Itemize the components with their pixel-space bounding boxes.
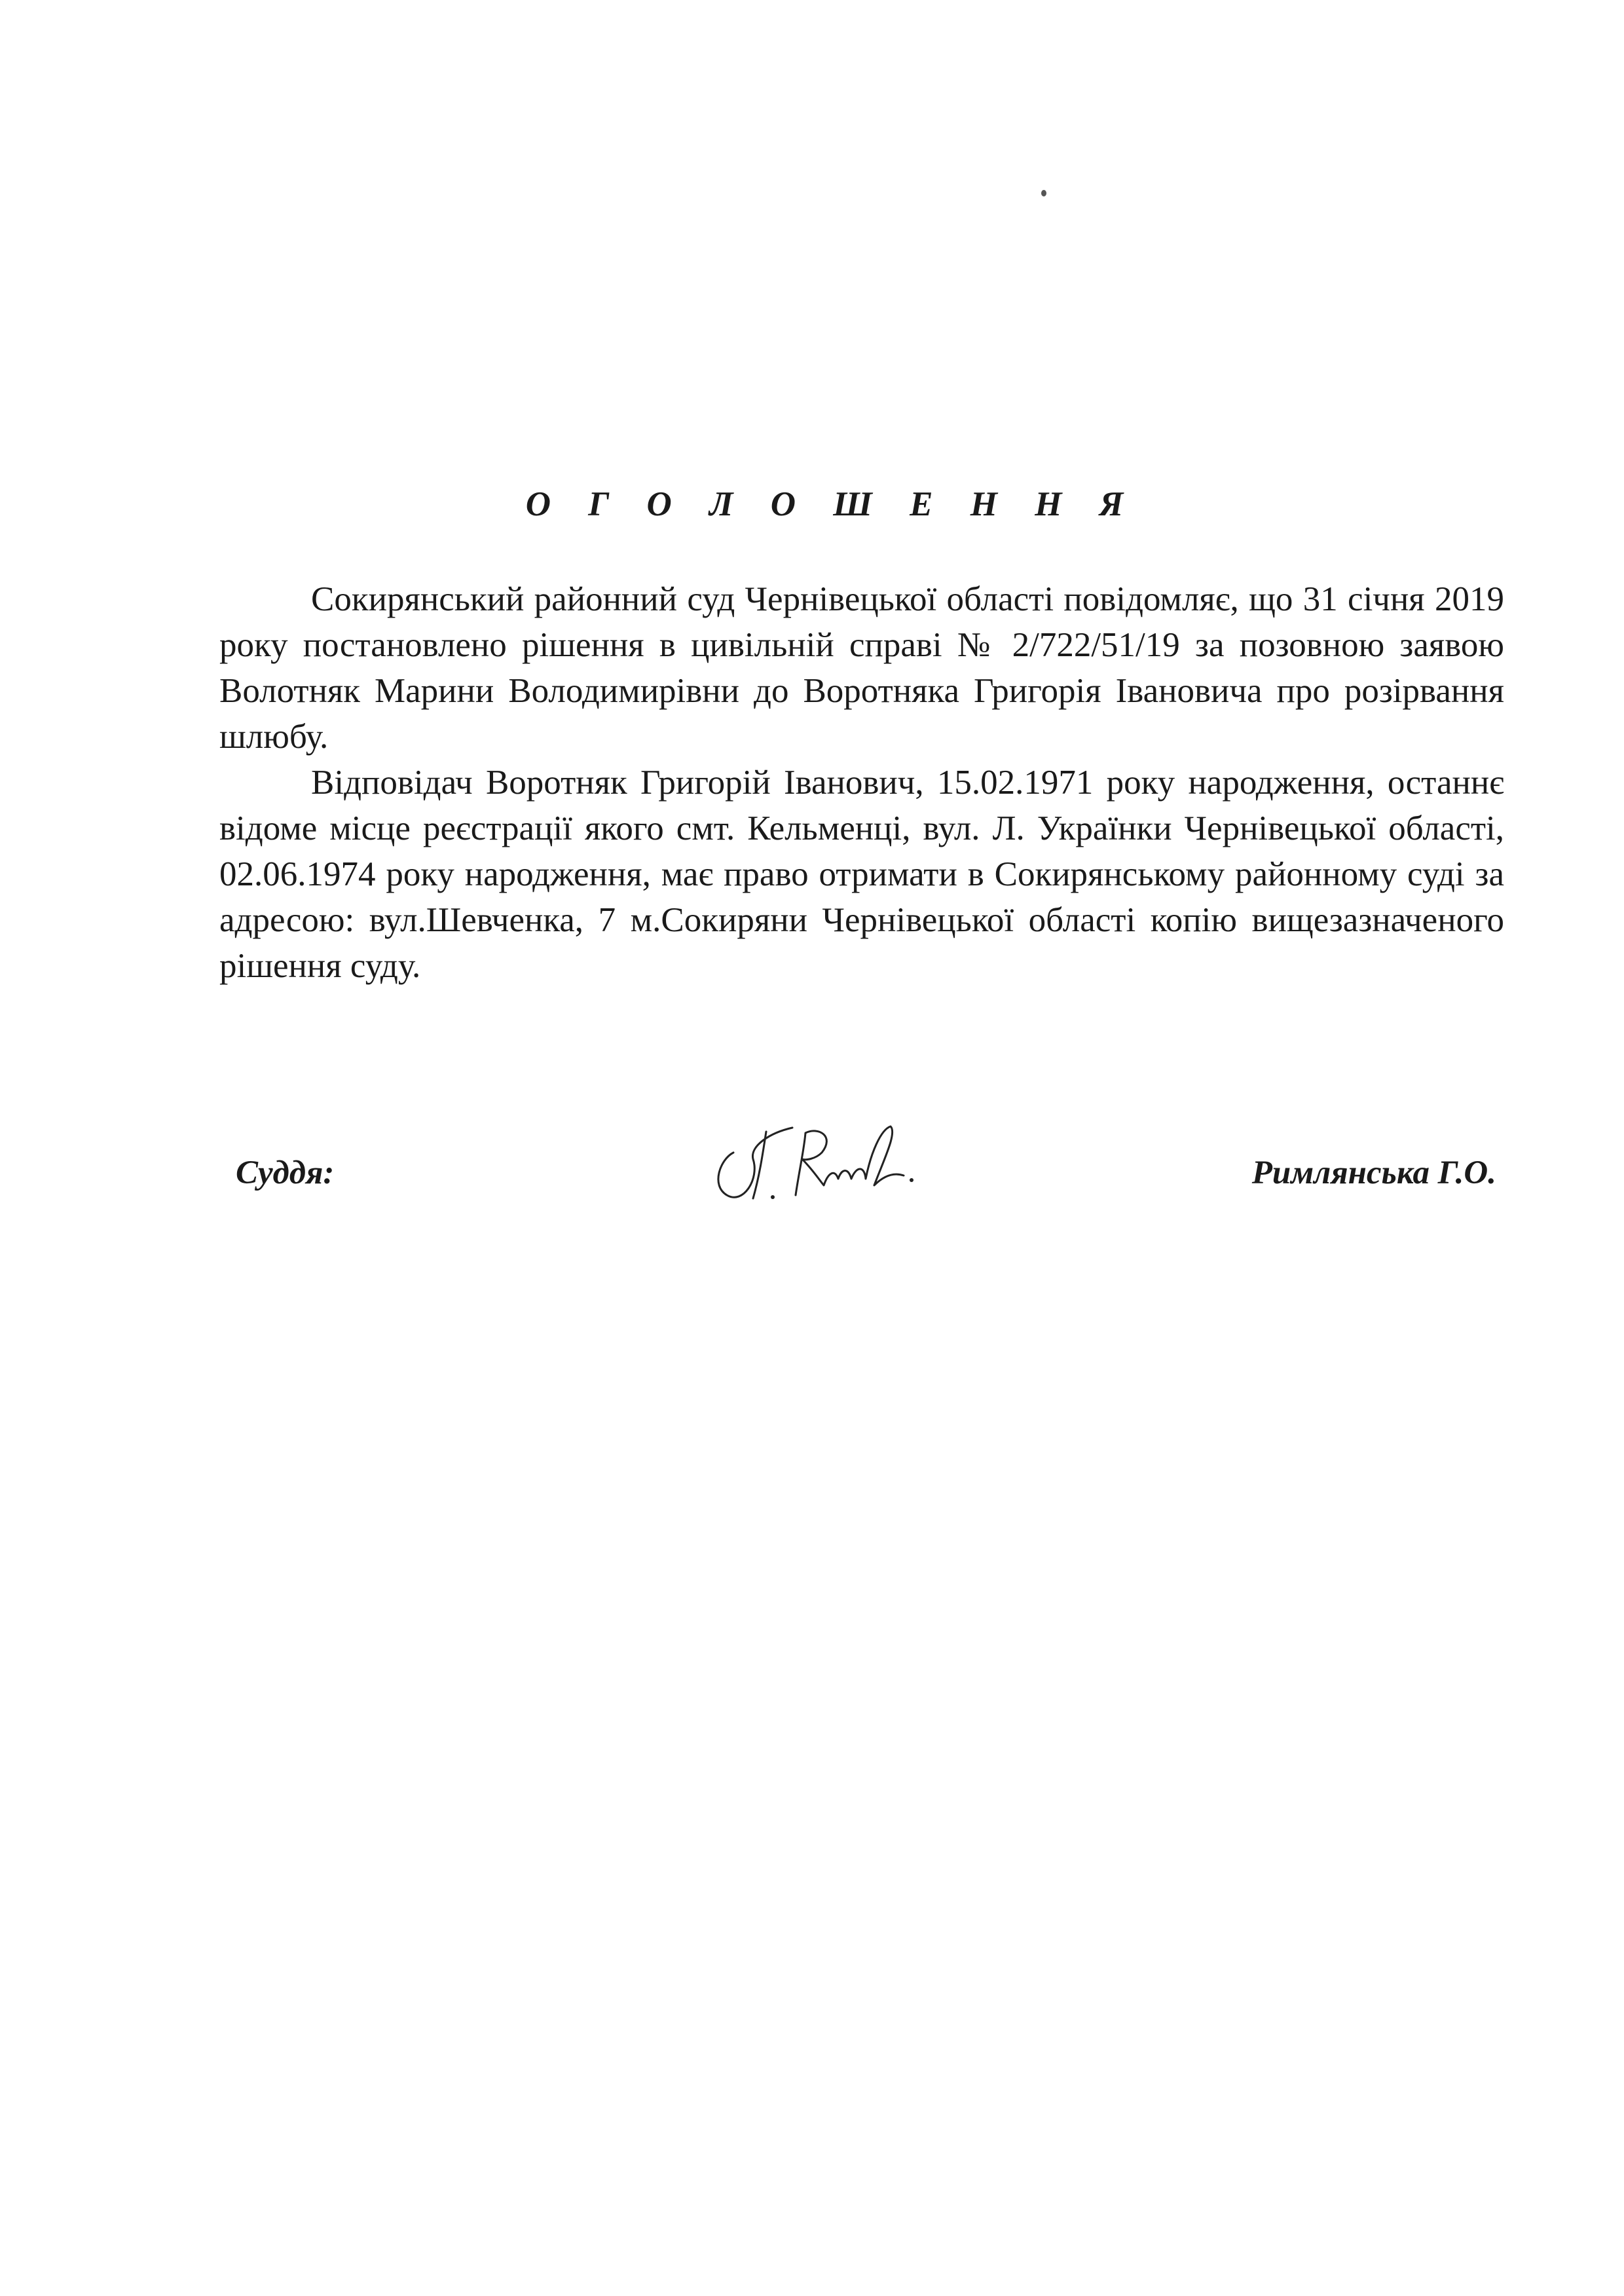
handwritten-signature	[707, 1113, 943, 1212]
paragraph-decision: Сокирянський районний суд Чернівецької області повідомляє, що 31 січня 2019 року постановлено рішення в цивільній справі № 2/722/51/19 за позовною заявою Волотняк Марини Володимирівни до Воротняка Григорія Івановича про розірвання шлюбу.	[219, 580, 1504, 756]
paragraph-respondent: Відповідач Воротняк Григорій Іванович, 15.02.1971 року народження, останнє відоме місце реєстрації якого смт. Кельменці, вул. Л. Українки Чернівецької області, 02.06.1974 року народження, має право отримати в Сокирянському районному суді за адресою: вул.Шевченка, 7 м.Сокиряни Чернівецької області копію вищезазначеного рішення суду.	[219, 764, 1504, 985]
judge-name: Римлянська Г.О.	[1251, 1155, 1496, 1191]
judge-label: Суддя:	[236, 1155, 335, 1191]
document-body	[219, 576, 1504, 989]
scan-speck	[1041, 190, 1046, 196]
signature-block	[0, 1113, 1624, 1244]
document-title: О Г О Л О Ш Е Н Н Я	[525, 485, 1138, 523]
